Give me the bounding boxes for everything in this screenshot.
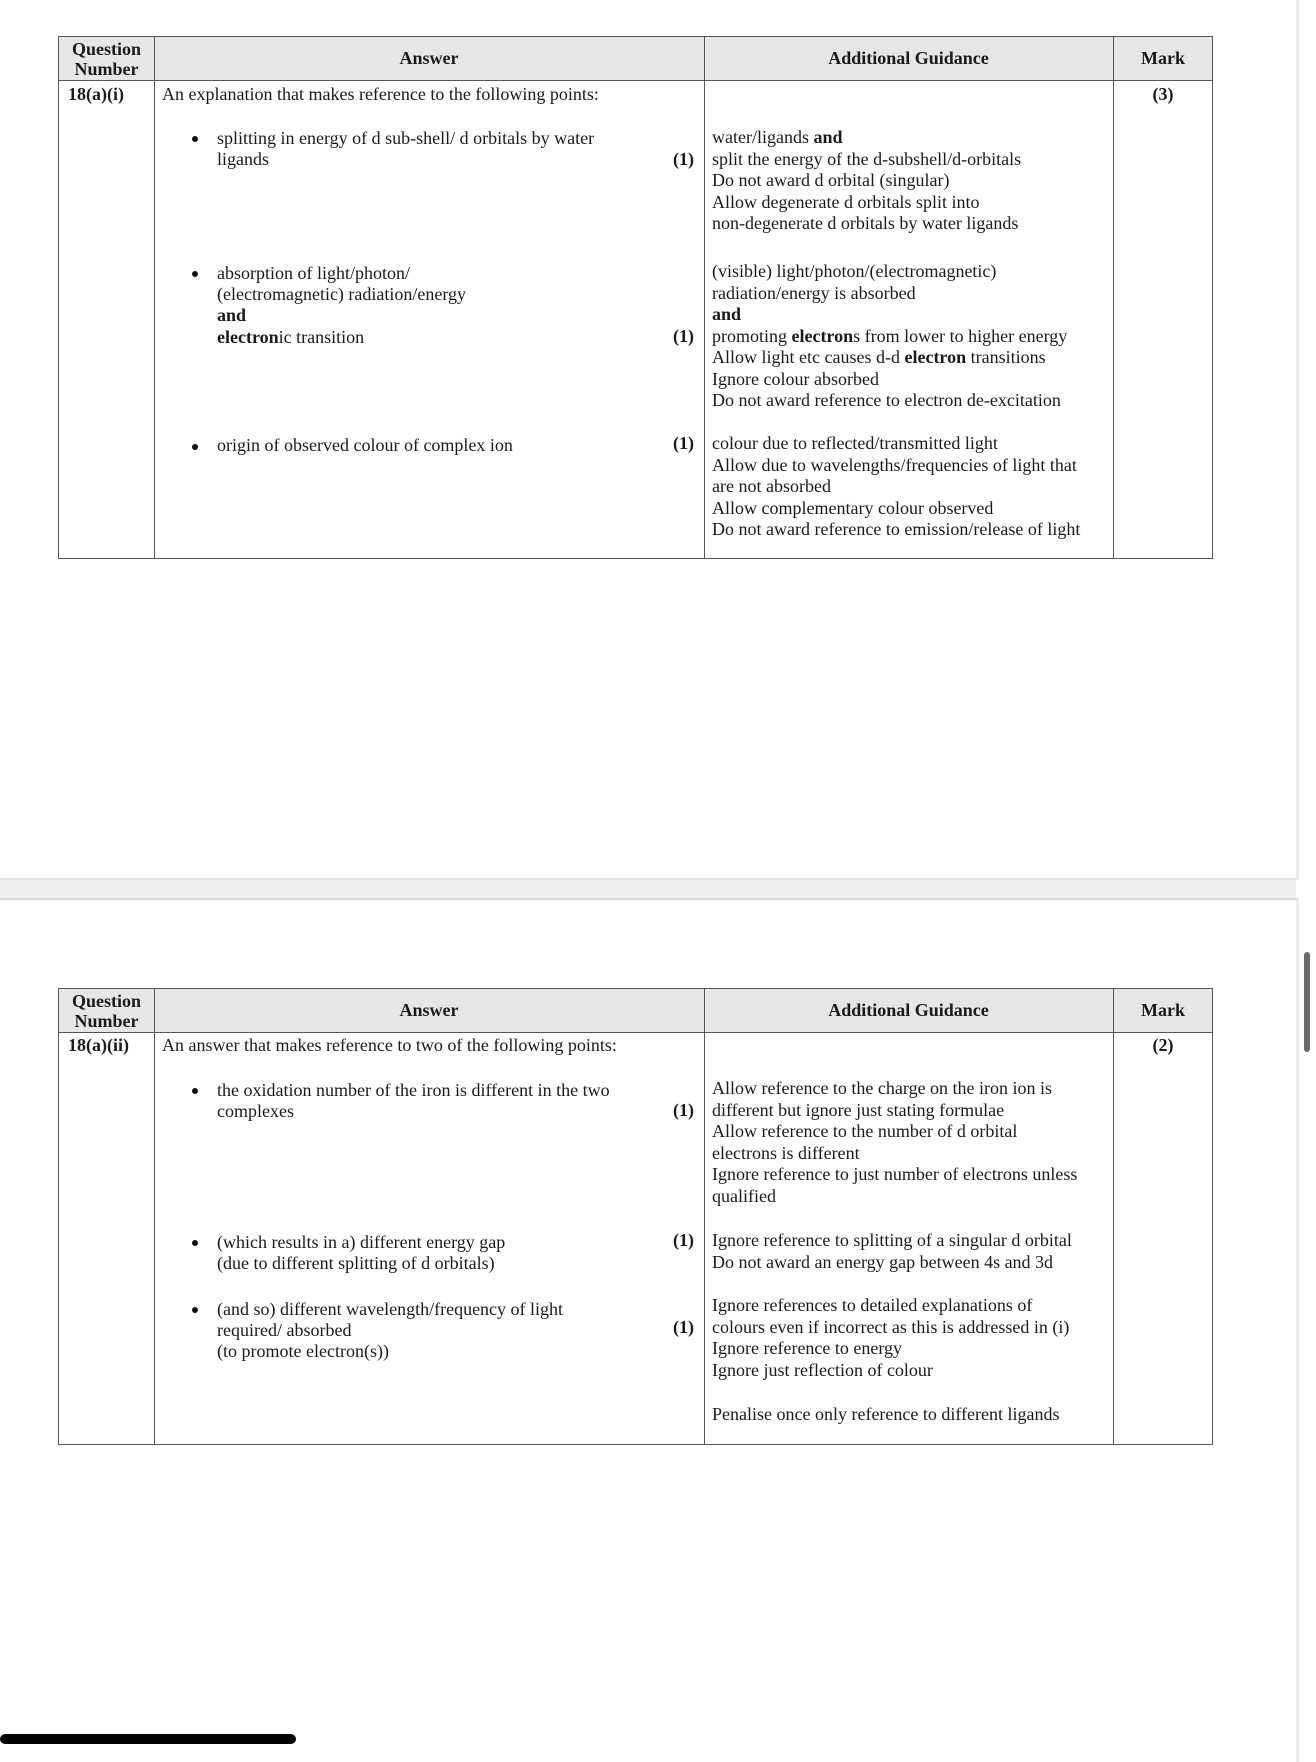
answer-point-2-line-1: absorption of light/photon/ xyxy=(217,263,410,283)
answer-point-3-line-2: required/ absorbed xyxy=(217,1320,352,1340)
guidance-line: Ignore reference to splitting of a singular d orbital xyxy=(712,1230,1072,1250)
guidance-point-2 xyxy=(712,1230,1072,1273)
answer-point-3-line-3: (to promote electron(s)) xyxy=(217,1341,389,1361)
point-mark: (1) xyxy=(673,149,694,169)
guidance-line: Do not award an energy gap between 4s and 3d xyxy=(712,1251,1054,1272)
answer-point-1-line-1: the oxidation number of the iron is different in the two xyxy=(217,1080,610,1100)
answer-point-2-line-2: (electromagnetic) radiation/energy xyxy=(217,284,467,304)
point-mark: (1) xyxy=(673,326,694,346)
question-number: 18(a)(ii) xyxy=(68,1035,129,1055)
guidance-line: Ignore reference to just number of electrons unless xyxy=(712,1164,1078,1184)
guidance-line: Allow degenerate d orbitals split into xyxy=(712,191,980,212)
guidance-line: (visible) light/photon/(electromagnetic) xyxy=(712,261,997,281)
guidance-line: Do not award d orbital (singular) xyxy=(712,170,950,190)
guidance-line: water/ligands and xyxy=(712,127,843,147)
answer-point-1-line-2: ligands xyxy=(217,149,269,169)
guidance-line: Ignore references to detailed explanations of xyxy=(712,1295,1033,1315)
answer-point-2-line-1: (which results in a) different energy gap xyxy=(217,1232,506,1252)
guidance-line: electrons is different xyxy=(712,1142,860,1163)
answer-point-1-line-1: splitting in energy of d sub-shell/ d orbitals by water xyxy=(217,128,595,148)
answer-header: Answer xyxy=(399,48,459,68)
guidance-point-3 xyxy=(712,433,1080,541)
guidance-line: Allow due to wavelengths/frequencies of light that xyxy=(712,454,1077,475)
guidance-line: are not absorbed xyxy=(712,476,831,496)
guidance-header: Additional Guidance xyxy=(828,1000,989,1020)
guidance-header: Additional Guidance xyxy=(828,48,989,68)
guidance-line: Allow light etc causes d-d electron transitions xyxy=(712,347,1046,367)
page-1 xyxy=(0,0,1299,880)
point-mark: (1) xyxy=(673,1317,694,1337)
answer-point-2-line-4: electronic transition xyxy=(217,327,365,347)
total-mark: (2) xyxy=(1152,1035,1174,1055)
guidance-line: non-degenerate d orbitals by water ligands xyxy=(712,213,1019,233)
question-number: 18(a)(i) xyxy=(68,84,124,104)
guidance-point-2 xyxy=(712,261,1067,412)
total-mark: (3) xyxy=(1152,84,1174,104)
guidance-line: Ignore colour absorbed xyxy=(712,368,879,389)
guidance-point-1 xyxy=(712,1078,1077,1207)
answer-point-2-line-2: (due to different splitting of d orbitals) xyxy=(217,1253,495,1273)
guidance-line: split the energy of the d-subshell/d-orbitals xyxy=(712,148,1022,169)
mark-scheme-table-18aii xyxy=(58,988,1213,1445)
guidance-line: Do not award reference to electron de-excitation xyxy=(712,390,1061,410)
guidance-point-1 xyxy=(712,127,1021,235)
bullet-icon xyxy=(192,136,198,142)
guidance-line: promoting electrons from lower to higher energy xyxy=(712,325,1068,346)
answer-intro: An answer that makes reference to two of the following points: xyxy=(162,1035,617,1055)
mark-header: Mark xyxy=(1141,48,1185,68)
guidance-line: Allow reference to the charge on the iron ion is xyxy=(712,1078,1053,1098)
answer-point-1-line-2: complexes xyxy=(217,1101,294,1121)
point-mark: (1) xyxy=(673,1230,694,1250)
guidance-line: Allow reference to the number of d orbital xyxy=(712,1121,1018,1141)
guidance-line: colours even if incorrect as this is addressed in (i) xyxy=(712,1316,1070,1337)
guidance-line: different but ignore just stating formulae xyxy=(712,1099,1005,1120)
guidance-line: Do not award reference to emission/release of light xyxy=(712,519,1081,539)
bullet-icon xyxy=(192,271,198,277)
page-gap xyxy=(0,880,1296,898)
bullet-icon xyxy=(192,1240,198,1246)
answer-point-3-line-1: origin of observed colour of complex ion xyxy=(217,435,513,455)
guidance-line: and xyxy=(712,304,742,324)
answer-point-3-line-1: (and so) different wavelength/frequency of light xyxy=(217,1299,564,1319)
home-indicator[interactable] xyxy=(0,1734,296,1744)
guidance-line: qualified xyxy=(712,1185,776,1206)
guidance-line: Allow complementary colour observed xyxy=(712,497,994,518)
answer-intro: An explanation that makes reference to the following points: xyxy=(162,84,599,104)
bullet-icon xyxy=(192,444,198,450)
guidance-line: Ignore just reflection of colour xyxy=(712,1359,933,1380)
answer-point-2-line-3: and xyxy=(217,305,247,325)
question-number-header: Question Number xyxy=(71,39,141,79)
bullet-icon xyxy=(192,1307,198,1313)
point-mark: (1) xyxy=(673,1100,694,1120)
guidance-line: radiation/energy is absorbed xyxy=(712,282,916,303)
answer-header: Answer xyxy=(399,1000,459,1020)
guidance-line: Ignore reference to energy xyxy=(712,1338,903,1358)
guidance-line: colour due to reflected/transmitted light xyxy=(712,433,998,453)
mark-scheme-table-18ai xyxy=(58,36,1213,559)
mark-header: Mark xyxy=(1141,1000,1185,1020)
bullet-icon xyxy=(192,1088,198,1094)
scrollbar-thumb[interactable] xyxy=(1304,952,1310,1052)
guidance-point-3 xyxy=(712,1295,1069,1381)
point-mark: (1) xyxy=(673,433,694,453)
guidance-footer-note: Penalise once only reference to different ligands xyxy=(712,1404,1060,1424)
question-number-header: Question Number xyxy=(71,991,141,1031)
